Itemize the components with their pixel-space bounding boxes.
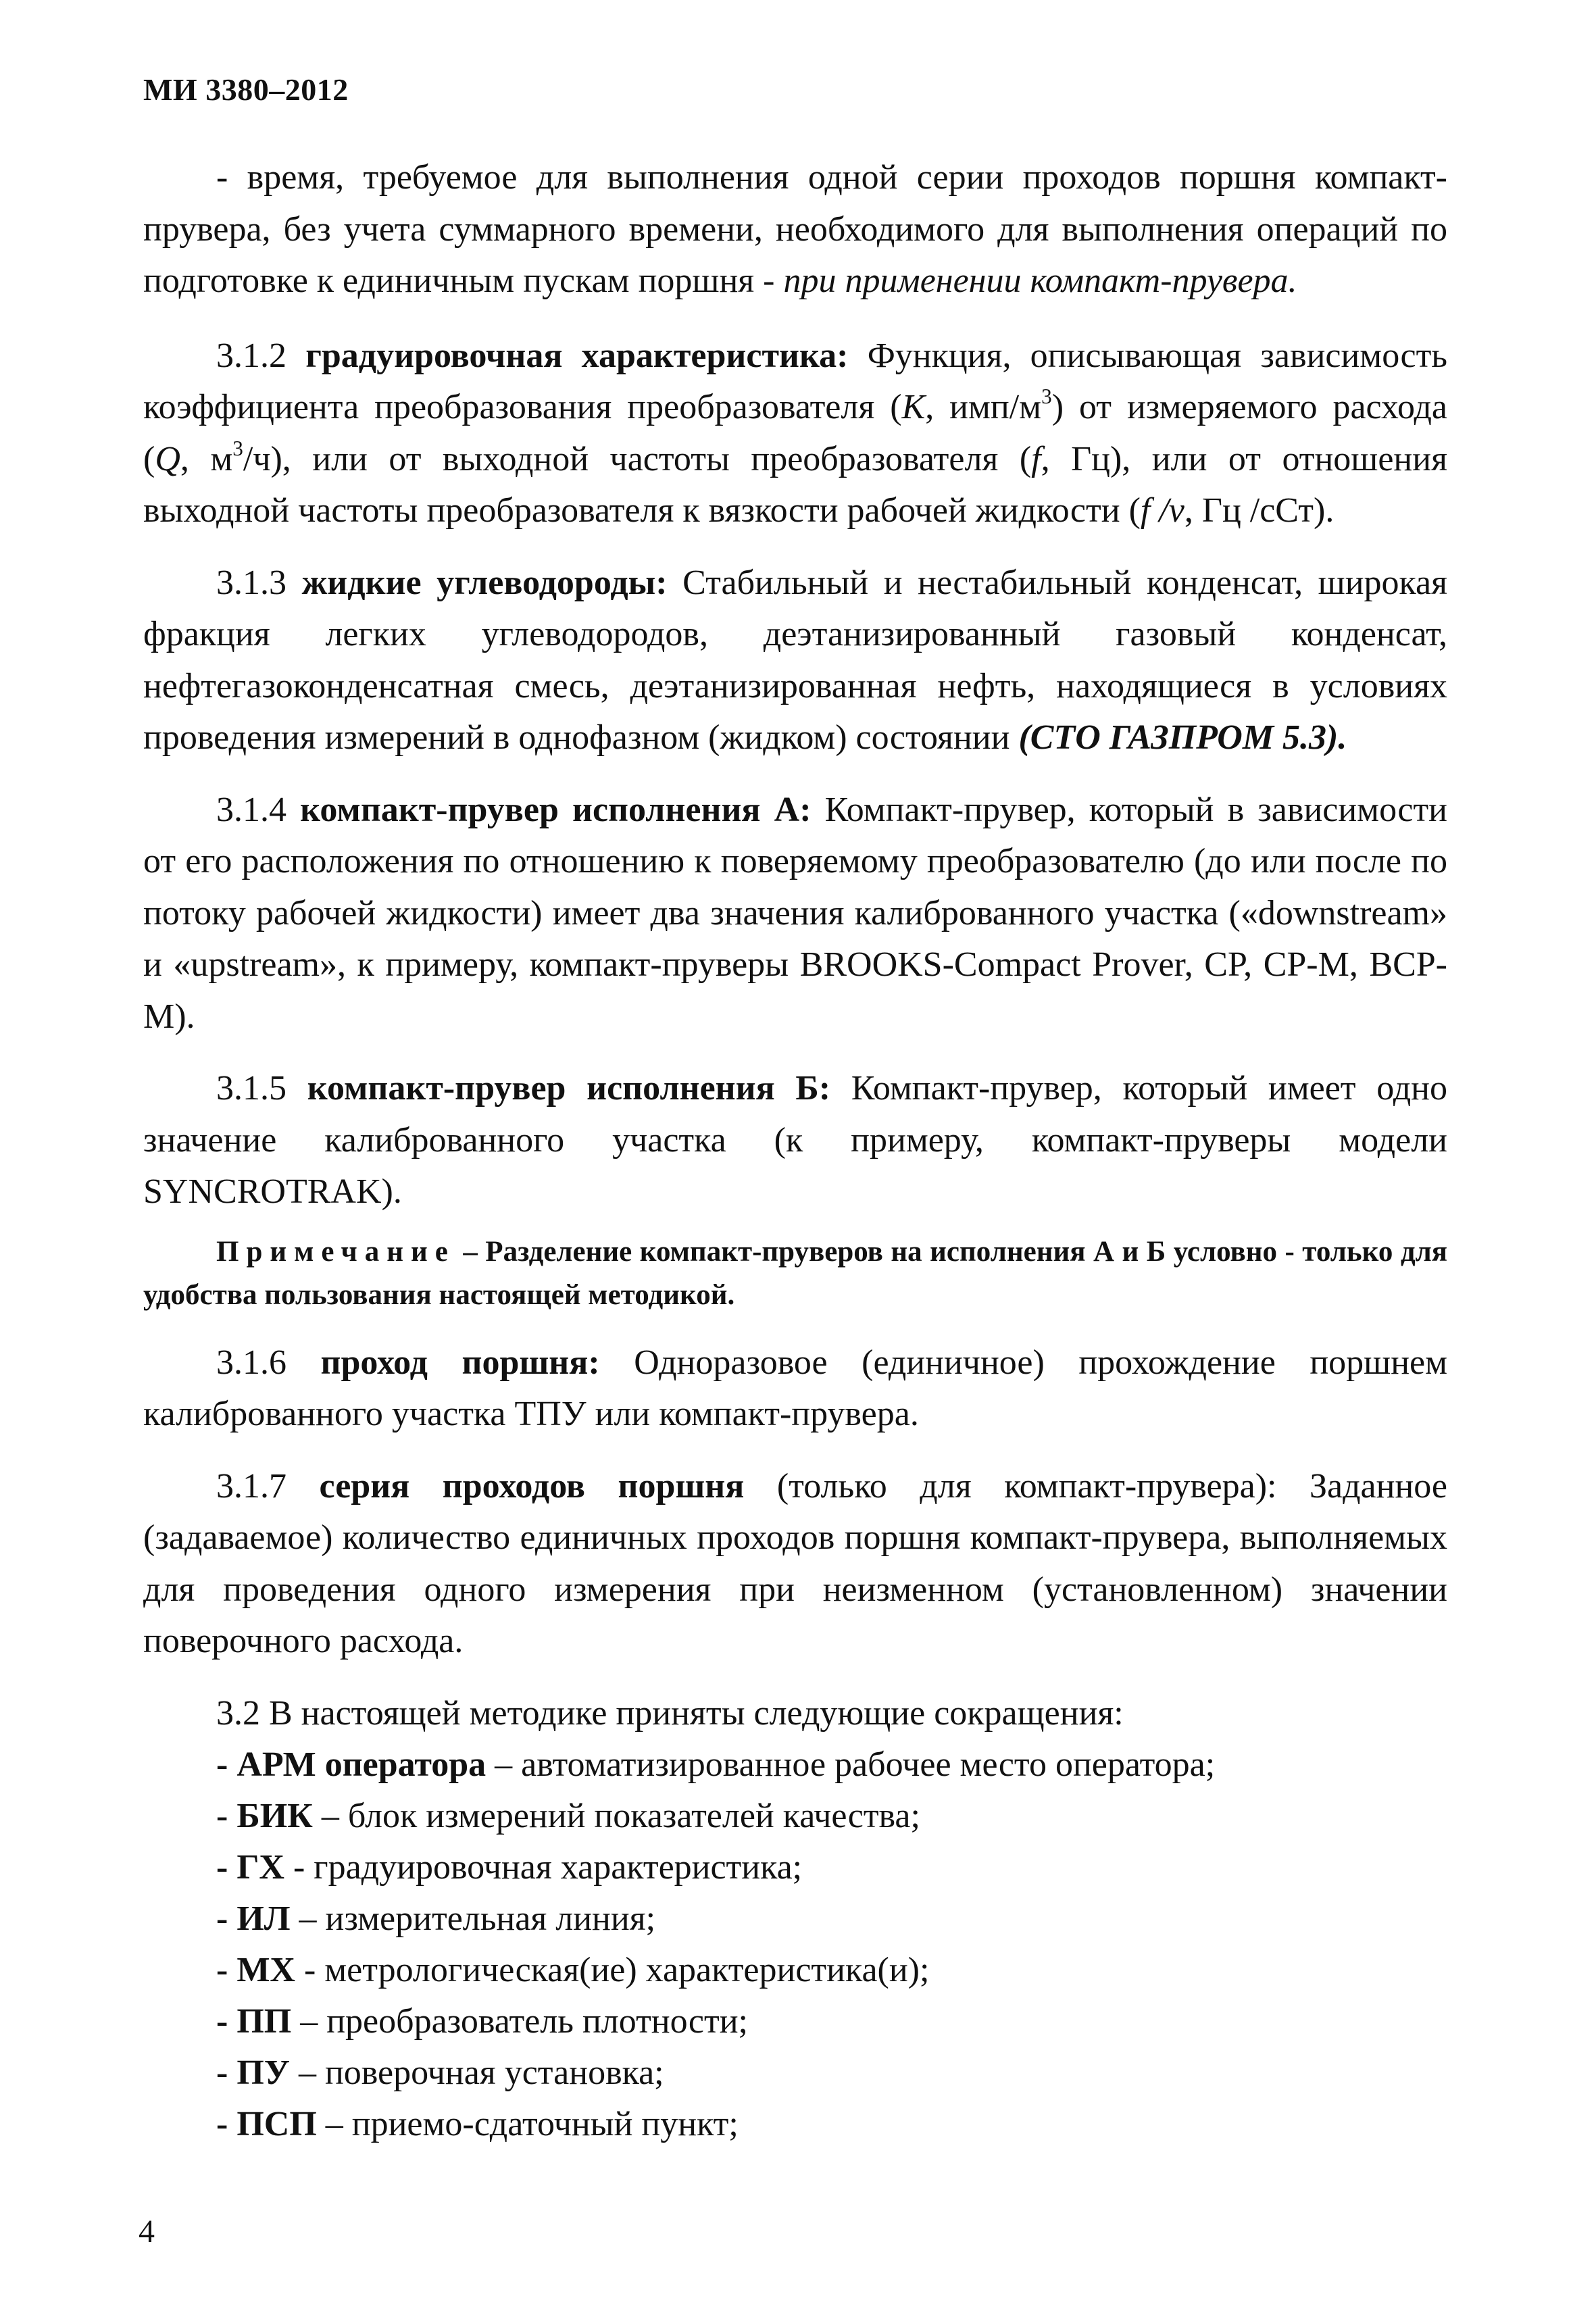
term-heading: серия проходов поршня xyxy=(319,1466,745,1505)
term-heading: градуировочная характеристика: xyxy=(305,336,849,375)
document-body xyxy=(143,152,1447,2150)
list-item: - МХ - метрологическая(ие) характеристика(и); xyxy=(216,1951,930,1989)
list-item: - ПУ – поверочная установка; xyxy=(216,2053,664,2092)
clause-number: 3.1.6 xyxy=(216,1343,321,1382)
italic-note: при применении компакт-прувера. xyxy=(783,262,1297,300)
list-item: - ИЛ – измерительная линия; xyxy=(216,1899,656,1938)
paragraph-3-1-6: 3.1.6 проход поршня: Одноразовое (единичное) прохождение поршнем калиброванного участка ТПУ или компакт-прувера. xyxy=(143,1343,1448,1433)
term-heading: проход поршня: xyxy=(320,1343,600,1382)
clause-number: 3.1.3 xyxy=(216,563,302,602)
paragraph-3-1-2: 3.1.2 градуировочная характеристика: Функция, описывающая зависимость коэффициента преобразования преобразователя (K, имп/$м^3$) от измеряемого расхода (Q, $м^3/ч$), или от выходной частоты преобразователя (f, Гц), или от отношения выходной частоты преобразователя к вязкости рабочей жидкости (f /v, Гц /cСт). xyxy=(143,336,1448,530)
clause-number: 3.1.7 xyxy=(216,1466,320,1505)
clause-number: 3.1.5 xyxy=(216,1069,307,1107)
document-header: МИ 3380–2012 xyxy=(143,72,349,107)
paragraph-3-1-7: 3.1.7 серия проходов поршня (только для компакт-прувера): Заданное (задаваемое) количество единичных проходов поршня компакт-прувера, выполняемых для проведения одного измерения при неизменном (установленном) значении поверочного расхода. xyxy=(143,1466,1448,1660)
paragraph-time-definition: - время, требуемое для выполнения одной серии проходов поршня компакт-прувера, без учета суммарного времени, необходимого для выполнения операций по подготовке к единичным пускам поршня - при применении компакт-прувера. xyxy=(143,158,1447,300)
term-heading: компакт-прувер исполнения Б: xyxy=(307,1069,831,1107)
note-paragraph: Примечание – Разделение компакт-пруверов на исполнения А и Б условно - только для удобства пользования настоящей методикой. xyxy=(143,1235,1447,1311)
paragraph-3-1-4: 3.1.4 компакт-прувер исполнения А: Компакт-прувер, который в зависимости от его расположения по отношению к поверяемому преобразователю (до или после по потоку рабочей жидкости) имеет два значения калиброванного участка («downstream» и «upstream», к примеру, компакт-пруверы BROOKS-Compact Prover, CP, CP-M, BCP-M). xyxy=(143,790,1448,1036)
paragraph-3-1-5: 3.1.5 компакт-прувер исполнения Б: Компакт-прувер, который имеет одно значение калиброванного участка (к примеру, компакт-пруверы модели SYNCROTRAK). xyxy=(143,1069,1448,1211)
paragraph-3-2: 3.2 В настоящей методике приняты следующие сокращения: xyxy=(216,1693,1124,1733)
term-heading: компакт-прувер исполнения А: xyxy=(300,790,812,829)
list-item: - ГХ - градуировочная характеристика; xyxy=(216,1848,803,1887)
page-number: 4 xyxy=(139,2214,155,2249)
paragraph-3-1-3: 3.1.3 жидкие углеводороды: Стабильный и нестабильный конденсат, широкая фракция легких углеводородов, деэтанизированный газовый конденсат, нефтегазоконденсатная смесь, деэтанизированная нефть, находящиеся в условиях проведения измерений в однофазном (жидком) состоянии (СТО ГАЗПРОМ 5.3). xyxy=(143,563,1448,757)
list-item: - БИК – блок измерений показателей качества; xyxy=(216,1797,920,1835)
clause-number: 3.1.2 xyxy=(216,336,306,375)
list-item: - ПСП – приемо-сдаточный пункт; xyxy=(216,2105,739,2143)
term-heading: жидкие углеводороды: xyxy=(301,563,668,602)
abbreviation-list xyxy=(143,1739,1447,2150)
list-item: - АРМ оператора – автоматизированное рабочее место оператора; xyxy=(216,1745,1216,1784)
standard-reference: (СТО ГАЗПРОМ 5.3). xyxy=(1018,718,1347,757)
note-label: Примечание xyxy=(216,1235,455,1268)
list-item: - ПП – преобразователь плотности; xyxy=(216,2002,748,2041)
clause-number: 3.1.4 xyxy=(216,790,301,829)
